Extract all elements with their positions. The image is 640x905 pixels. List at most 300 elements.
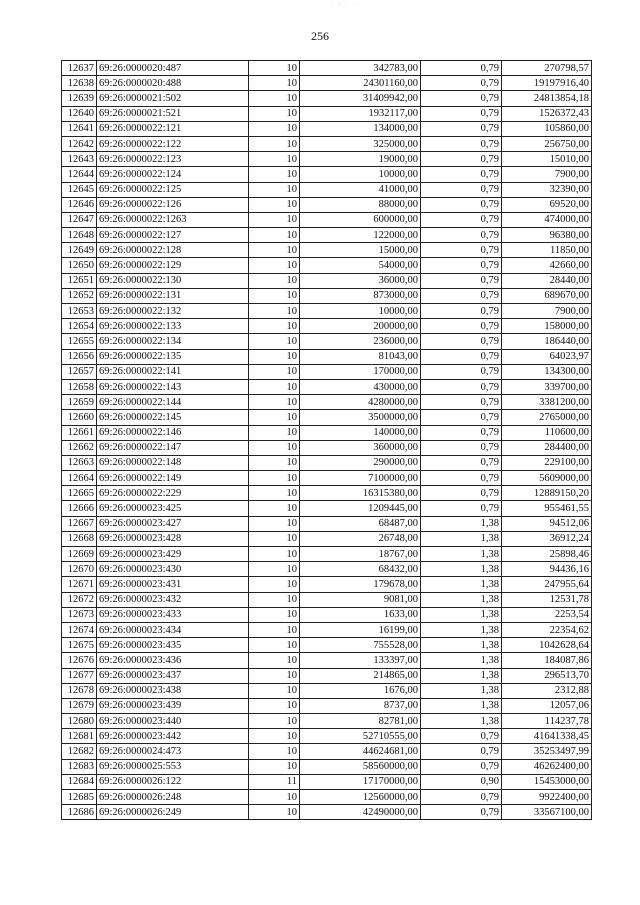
table-row <box>62 668 592 683</box>
amount-cell: 25898,46 <box>502 547 592 562</box>
table-row <box>62 167 592 182</box>
cadastral-number-cell: 69:26:0000023:436 <box>97 653 249 668</box>
table-row <box>62 501 592 516</box>
rate-cell: 1,38 <box>421 714 502 729</box>
rate-cell: 1,38 <box>421 653 502 668</box>
cadastral-number-cell: 69:26:0000022:133 <box>97 319 249 334</box>
value-cell: 42490000,00 <box>300 805 421 820</box>
value-cell: 10000,00 <box>300 167 421 182</box>
amount-cell: 2312,88 <box>502 683 592 698</box>
row-number-cell: 12685 <box>62 790 97 805</box>
rate-cell: 0,79 <box>421 805 502 820</box>
value-cell: 290000,00 <box>300 455 421 470</box>
percent-cell: 10 <box>249 744 300 759</box>
table-row <box>62 486 592 501</box>
value-cell: 4280000,00 <box>300 395 421 410</box>
amount-cell: 2253,54 <box>502 607 592 622</box>
table-row <box>62 471 592 486</box>
percent-cell: 10 <box>249 395 300 410</box>
table-row <box>62 744 592 759</box>
cadastral-number-cell: 69:26:0000022:130 <box>97 273 249 288</box>
value-cell: 1209445,00 <box>300 501 421 516</box>
value-cell: 430000,00 <box>300 379 421 394</box>
value-cell: 82781,00 <box>300 714 421 729</box>
amount-cell: 296513,70 <box>502 668 592 683</box>
rate-cell: 0,79 <box>421 759 502 774</box>
table-row <box>62 243 592 258</box>
cadastral-number-cell: 69:26:0000022:129 <box>97 258 249 273</box>
amount-cell: 114237,78 <box>502 714 592 729</box>
percent-cell: 10 <box>249 136 300 151</box>
rate-cell: 1,38 <box>421 547 502 562</box>
row-number-cell: 12679 <box>62 698 97 713</box>
table-row <box>62 395 592 410</box>
amount-cell: 7900,00 <box>502 304 592 319</box>
cadastral-number-cell: 69:26:0000022:123 <box>97 152 249 167</box>
table-row <box>62 440 592 455</box>
table-row <box>62 121 592 136</box>
cadastral-number-cell: 69:26:0000026:249 <box>97 805 249 820</box>
value-cell: 3500000,00 <box>300 410 421 425</box>
value-cell: 26748,00 <box>300 531 421 546</box>
rate-cell: 0,79 <box>421 288 502 303</box>
row-number-cell: 12662 <box>62 440 97 455</box>
rate-cell: 0,79 <box>421 182 502 197</box>
amount-cell: 41641338,45 <box>502 729 592 744</box>
value-cell: 200000,00 <box>300 319 421 334</box>
cadastral-number-cell: 69:26:0000023:442 <box>97 729 249 744</box>
row-number-cell: 12675 <box>62 638 97 653</box>
row-number-cell: 12658 <box>62 379 97 394</box>
table-row <box>62 258 592 273</box>
cadastral-number-cell: 69:26:0000021:521 <box>97 106 249 121</box>
value-cell: 1633,00 <box>300 607 421 622</box>
row-number-cell: 12674 <box>62 622 97 637</box>
row-number-cell: 12661 <box>62 425 97 440</box>
rate-cell: 0,79 <box>421 425 502 440</box>
rate-cell: 0,79 <box>421 91 502 106</box>
amount-cell: 42660,00 <box>502 258 592 273</box>
value-cell: 44624681,00 <box>300 744 421 759</box>
row-number-cell: 12652 <box>62 288 97 303</box>
percent-cell: 10 <box>249 547 300 562</box>
value-cell: 52710555,00 <box>300 729 421 744</box>
percent-cell: 10 <box>249 364 300 379</box>
row-number-cell: 12681 <box>62 729 97 744</box>
cadastral-number-cell: 69:26:0000022:147 <box>97 440 249 455</box>
rate-cell: 0,79 <box>421 334 502 349</box>
amount-cell: 1526372,43 <box>502 106 592 121</box>
rate-cell: 0,79 <box>421 106 502 121</box>
table-row <box>62 653 592 668</box>
percent-cell: 10 <box>249 683 300 698</box>
row-number-cell: 12660 <box>62 410 97 425</box>
value-cell: 24301160,00 <box>300 76 421 91</box>
amount-cell: 96380,00 <box>502 228 592 243</box>
cadastral-number-cell: 69:26:0000022:141 <box>97 364 249 379</box>
amount-cell: 12531,78 <box>502 592 592 607</box>
amount-cell: 69520,00 <box>502 197 592 212</box>
table-row <box>62 319 592 334</box>
rate-cell: 0,79 <box>421 136 502 151</box>
table-row <box>62 379 592 394</box>
percent-cell: 10 <box>249 334 300 349</box>
rate-cell: 1,38 <box>421 622 502 637</box>
value-cell: 325000,00 <box>300 136 421 151</box>
table-row <box>62 622 592 637</box>
percent-cell: 10 <box>249 197 300 212</box>
percent-cell: 10 <box>249 455 300 470</box>
value-cell: 16315380,00 <box>300 486 421 501</box>
rate-cell: 0,79 <box>421 167 502 182</box>
rate-cell: 0,79 <box>421 319 502 334</box>
percent-cell: 10 <box>249 638 300 653</box>
value-cell: 10000,00 <box>300 304 421 319</box>
amount-cell: 256750,00 <box>502 136 592 151</box>
table-row <box>62 714 592 729</box>
amount-cell: 33567100,00 <box>502 805 592 820</box>
percent-cell: 10 <box>249 167 300 182</box>
value-cell: 1676,00 <box>300 683 421 698</box>
value-cell: 15000,00 <box>300 243 421 258</box>
percent-cell: 10 <box>249 243 300 258</box>
cadastral-number-cell: 69:26:0000023:438 <box>97 683 249 698</box>
percent-cell: 10 <box>249 349 300 364</box>
cadastral-number-cell: 69:26:0000022:146 <box>97 425 249 440</box>
percent-cell: 10 <box>249 501 300 516</box>
cadastral-number-cell: 69:26:0000023:432 <box>97 592 249 607</box>
row-number-cell: 12639 <box>62 91 97 106</box>
table-row <box>62 683 592 698</box>
table-row <box>62 774 592 789</box>
cadastral-number-cell: 69:26:0000023:430 <box>97 562 249 577</box>
row-number-cell: 12646 <box>62 197 97 212</box>
value-cell: 755528,00 <box>300 638 421 653</box>
percent-cell: 10 <box>249 106 300 121</box>
row-number-cell: 12657 <box>62 364 97 379</box>
value-cell: 873000,00 <box>300 288 421 303</box>
table-row <box>62 425 592 440</box>
page-number: 256 <box>311 29 329 43</box>
cadastral-number-cell: 69:26:0000023:437 <box>97 668 249 683</box>
amount-cell: 9922400,00 <box>502 790 592 805</box>
rate-cell: 0,79 <box>421 121 502 136</box>
rate-cell: 0,79 <box>421 61 502 76</box>
row-number-cell: 12656 <box>62 349 97 364</box>
rate-cell: 0,79 <box>421 790 502 805</box>
table-row <box>62 61 592 76</box>
table-row <box>62 729 592 744</box>
row-number-cell: 12648 <box>62 228 97 243</box>
table-row <box>62 592 592 607</box>
table-row <box>62 288 592 303</box>
row-number-cell: 12667 <box>62 516 97 531</box>
amount-cell: 24813854,18 <box>502 91 592 106</box>
rate-cell: 1,38 <box>421 592 502 607</box>
table-row <box>62 106 592 121</box>
rate-cell: 0,79 <box>421 395 502 410</box>
table-row <box>62 410 592 425</box>
percent-cell: 10 <box>249 288 300 303</box>
row-number-cell: 12664 <box>62 471 97 486</box>
percent-cell: 10 <box>249 152 300 167</box>
rate-cell: 1,38 <box>421 683 502 698</box>
row-number-cell: 12676 <box>62 653 97 668</box>
value-cell: 16199,00 <box>300 622 421 637</box>
percent-cell: 10 <box>249 379 300 394</box>
table-row <box>62 212 592 227</box>
rate-cell: 0,79 <box>421 501 502 516</box>
table-row <box>62 349 592 364</box>
rate-cell: 0,79 <box>421 455 502 470</box>
amount-cell: 15010,00 <box>502 152 592 167</box>
table-row <box>62 759 592 774</box>
row-number-cell: 12666 <box>62 501 97 516</box>
cadastral-number-cell: 69:26:0000022:148 <box>97 455 249 470</box>
value-cell: 360000,00 <box>300 440 421 455</box>
rate-cell: 0,79 <box>421 243 502 258</box>
table-row <box>62 304 592 319</box>
table-row <box>62 76 592 91</box>
cadastral-number-cell: 69:26:0000025:553 <box>97 759 249 774</box>
value-cell: 134000,00 <box>300 121 421 136</box>
table-row <box>62 607 592 622</box>
table-row <box>62 698 592 713</box>
value-cell: 18767,00 <box>300 547 421 562</box>
amount-cell: 270798,57 <box>502 61 592 76</box>
percent-cell: 10 <box>249 410 300 425</box>
percent-cell: 10 <box>249 121 300 136</box>
cadastral-number-cell: 69:26:0000023:435 <box>97 638 249 653</box>
cadastral-number-cell: 69:26:0000023:440 <box>97 714 249 729</box>
cadastral-number-cell: 69:26:0000022:126 <box>97 197 249 212</box>
cadastral-number-cell: 69:26:0000022:134 <box>97 334 249 349</box>
value-cell: 9081,00 <box>300 592 421 607</box>
percent-cell: 10 <box>249 182 300 197</box>
percent-cell: 10 <box>249 622 300 637</box>
rate-cell: 0,79 <box>421 729 502 744</box>
rate-cell: 0,79 <box>421 197 502 212</box>
cadastral-number-cell: 69:26:0000023:427 <box>97 516 249 531</box>
value-cell: 170000,00 <box>300 364 421 379</box>
cadastral-number-cell: 69:26:0000024:473 <box>97 744 249 759</box>
value-cell: 36000,00 <box>300 273 421 288</box>
percent-cell: 10 <box>249 592 300 607</box>
amount-cell: 12057,06 <box>502 698 592 713</box>
table-row <box>62 197 592 212</box>
table-row <box>62 562 592 577</box>
cadastral-number-cell: 69:26:0000020:488 <box>97 76 249 91</box>
row-number-cell: 12653 <box>62 304 97 319</box>
amount-cell: 284400,00 <box>502 440 592 455</box>
amount-cell: 7900,00 <box>502 167 592 182</box>
cadastral-number-cell: 69:26:0000022:131 <box>97 288 249 303</box>
table-row <box>62 136 592 151</box>
value-cell: 68487,00 <box>300 516 421 531</box>
row-number-cell: 12683 <box>62 759 97 774</box>
percent-cell: 10 <box>249 516 300 531</box>
row-number-cell: 12659 <box>62 395 97 410</box>
amount-cell: 247955,64 <box>502 577 592 592</box>
row-number-cell: 12647 <box>62 212 97 227</box>
table-row <box>62 364 592 379</box>
scan-marks: · - · ·· <box>330 2 361 8</box>
percent-cell: 10 <box>249 653 300 668</box>
amount-cell: 36912,24 <box>502 531 592 546</box>
amount-cell: 105860,00 <box>502 121 592 136</box>
rate-cell: 1,38 <box>421 577 502 592</box>
amount-cell: 2765000,00 <box>502 410 592 425</box>
cadastral-number-cell: 69:26:0000022:145 <box>97 410 249 425</box>
percent-cell: 10 <box>249 61 300 76</box>
table-row <box>62 152 592 167</box>
row-number-cell: 12682 <box>62 744 97 759</box>
rate-cell: 0,90 <box>421 774 502 789</box>
percent-cell: 10 <box>249 228 300 243</box>
amount-cell: 19197916,40 <box>502 76 592 91</box>
value-cell: 31409942,00 <box>300 91 421 106</box>
value-cell: 19000,00 <box>300 152 421 167</box>
percent-cell: 10 <box>249 562 300 577</box>
cadastral-number-cell: 69:26:0000022:149 <box>97 471 249 486</box>
rate-cell: 0,79 <box>421 228 502 243</box>
rate-cell: 0,79 <box>421 152 502 167</box>
cadastral-number-cell: 69:26:0000022:125 <box>97 182 249 197</box>
row-number-cell: 12686 <box>62 805 97 820</box>
value-cell: 133397,00 <box>300 653 421 668</box>
value-cell: 81043,00 <box>300 349 421 364</box>
table-row <box>62 805 592 820</box>
percent-cell: 10 <box>249 258 300 273</box>
row-number-cell: 12645 <box>62 182 97 197</box>
amount-cell: 64023,97 <box>502 349 592 364</box>
amount-cell: 12889150,20 <box>502 486 592 501</box>
row-number-cell: 12665 <box>62 486 97 501</box>
row-number-cell: 12673 <box>62 607 97 622</box>
rate-cell: 1,38 <box>421 668 502 683</box>
percent-cell: 10 <box>249 91 300 106</box>
cadastral-number-cell: 69:26:0000023:431 <box>97 577 249 592</box>
cadastral-number-cell: 69:26:0000022:121 <box>97 121 249 136</box>
percent-cell: 10 <box>249 729 300 744</box>
value-cell: 600000,00 <box>300 212 421 227</box>
rate-cell: 1,38 <box>421 562 502 577</box>
percent-cell: 10 <box>249 425 300 440</box>
amount-cell: 339700,00 <box>502 379 592 394</box>
rate-cell: 0,79 <box>421 304 502 319</box>
amount-cell: 689670,00 <box>502 288 592 303</box>
cadastral-number-cell: 69:26:0000022:144 <box>97 395 249 410</box>
rate-cell: 0,79 <box>421 471 502 486</box>
value-cell: 12560000,00 <box>300 790 421 805</box>
percent-cell: 10 <box>249 698 300 713</box>
amount-cell: 134300,00 <box>502 364 592 379</box>
cadastral-number-cell: 69:26:0000021:502 <box>97 91 249 106</box>
value-cell: 88000,00 <box>300 197 421 212</box>
amount-cell: 3381200,00 <box>502 395 592 410</box>
amount-cell: 158000,00 <box>502 319 592 334</box>
row-number-cell: 12684 <box>62 774 97 789</box>
value-cell: 17170000,00 <box>300 774 421 789</box>
rate-cell: 0,79 <box>421 273 502 288</box>
rate-cell: 0,79 <box>421 744 502 759</box>
percent-cell: 10 <box>249 304 300 319</box>
amount-cell: 46262400,00 <box>502 759 592 774</box>
percent-cell: 10 <box>249 471 300 486</box>
cadastral-number-cell: 69:26:0000023:433 <box>97 607 249 622</box>
percent-cell: 11 <box>249 774 300 789</box>
rate-cell: 0,79 <box>421 364 502 379</box>
row-number-cell: 12677 <box>62 668 97 683</box>
value-cell: 8737,00 <box>300 698 421 713</box>
value-cell: 140000,00 <box>300 425 421 440</box>
rate-cell: 0,79 <box>421 76 502 91</box>
cadastral-number-cell: 69:26:0000023:434 <box>97 622 249 637</box>
row-number-cell: 12671 <box>62 577 97 592</box>
amount-cell: 15453000,00 <box>502 774 592 789</box>
row-number-cell: 12672 <box>62 592 97 607</box>
percent-cell: 10 <box>249 714 300 729</box>
rate-cell: 0,79 <box>421 212 502 227</box>
row-number-cell: 12668 <box>62 531 97 546</box>
value-cell: 122000,00 <box>300 228 421 243</box>
cadastral-number-cell: 69:26:0000022:124 <box>97 167 249 182</box>
amount-cell: 186440,00 <box>502 334 592 349</box>
amount-cell: 94512,06 <box>502 516 592 531</box>
percent-cell: 10 <box>249 805 300 820</box>
row-number-cell: 12649 <box>62 243 97 258</box>
row-number-cell: 12670 <box>62 562 97 577</box>
rate-cell: 0,79 <box>421 440 502 455</box>
amount-cell: 94436,16 <box>502 562 592 577</box>
amount-cell: 11850,00 <box>502 243 592 258</box>
rate-cell: 0,79 <box>421 379 502 394</box>
value-cell: 58560000,00 <box>300 759 421 774</box>
percent-cell: 10 <box>249 668 300 683</box>
cadastral-number-cell: 69:26:0000023:429 <box>97 547 249 562</box>
rate-cell: 0,79 <box>421 410 502 425</box>
cadastral-number-cell: 69:26:0000022:1263 <box>97 212 249 227</box>
table-row <box>62 516 592 531</box>
table-body <box>62 61 592 820</box>
cadastral-number-cell: 69:26:0000022:135 <box>97 349 249 364</box>
cadastral-number-cell: 69:26:0000022:229 <box>97 486 249 501</box>
cadastral-number-cell: 69:26:0000026:248 <box>97 790 249 805</box>
amount-cell: 110600,00 <box>502 425 592 440</box>
cadastral-number-cell: 69:26:0000023:425 <box>97 501 249 516</box>
cadastral-number-cell: 69:26:0000020:487 <box>97 61 249 76</box>
table-row <box>62 273 592 288</box>
amount-cell: 5609000,00 <box>502 471 592 486</box>
percent-cell: 10 <box>249 273 300 288</box>
row-number-cell: 12642 <box>62 136 97 151</box>
amount-cell: 28440,00 <box>502 273 592 288</box>
amount-cell: 32390,00 <box>502 182 592 197</box>
table-row <box>62 547 592 562</box>
row-number-cell: 12680 <box>62 714 97 729</box>
table-row <box>62 228 592 243</box>
table-row <box>62 182 592 197</box>
row-number-cell: 12663 <box>62 455 97 470</box>
table-row <box>62 638 592 653</box>
amount-cell: 229100,00 <box>502 455 592 470</box>
row-number-cell: 12637 <box>62 61 97 76</box>
percent-cell: 10 <box>249 76 300 91</box>
amount-cell: 955461,55 <box>502 501 592 516</box>
rate-cell: 1,38 <box>421 607 502 622</box>
table-row <box>62 790 592 805</box>
value-cell: 1932117,00 <box>300 106 421 121</box>
